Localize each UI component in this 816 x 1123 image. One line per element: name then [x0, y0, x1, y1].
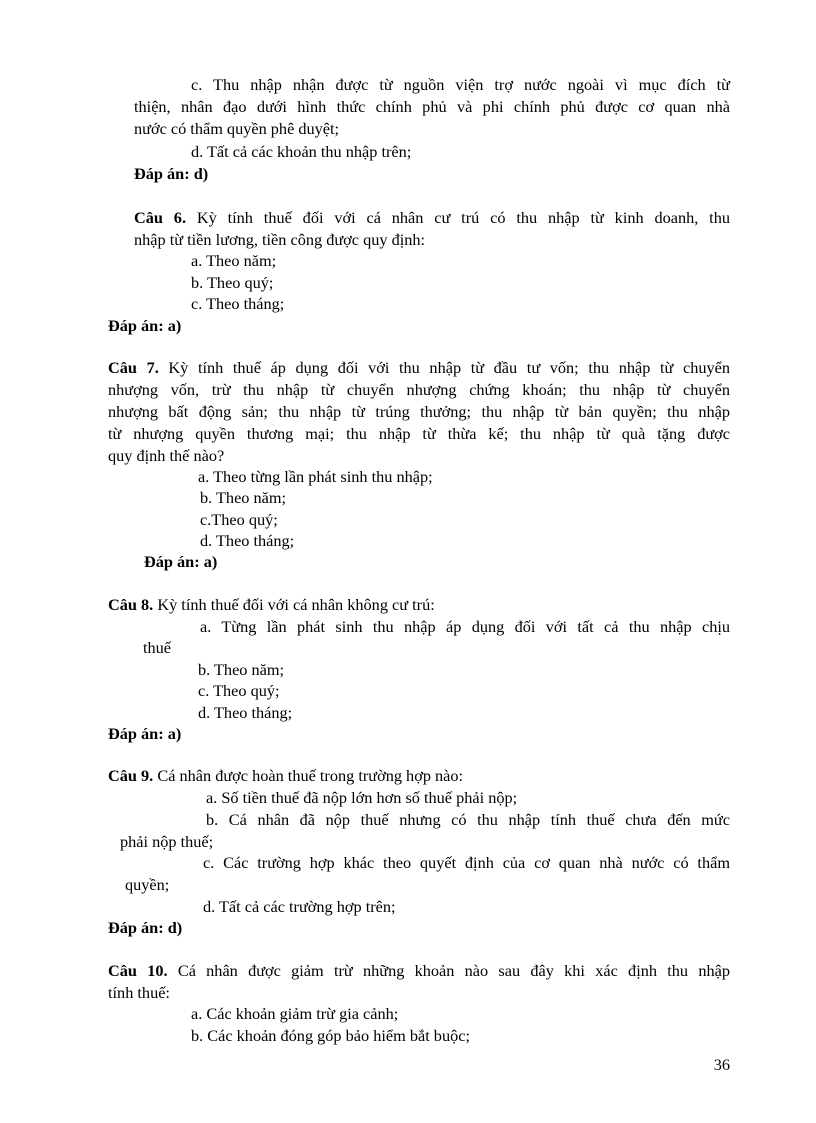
q6-option-a: a. Theo năm;: [191, 251, 277, 270]
q5-option-d: d. Tất cả các khoản thu nhập trên;: [191, 142, 412, 161]
q10-label: Câu 10.: [108, 961, 168, 980]
page-number: 36: [713, 1055, 730, 1074]
q7-option-d: d. Theo tháng;: [200, 531, 295, 550]
q9-answer: Đáp án: d): [108, 918, 183, 937]
q10-option-a: a. Các khoản giảm trừ gia cảnh;: [191, 1004, 399, 1023]
q6-label: Câu 6.: [134, 208, 187, 227]
q7-text-line2: nhượng vốn, trừ thu nhập từ chuyển nhượng chứng khoán; thu nhập từ chuyển: [108, 380, 730, 399]
q7-text-line3: nhượng bất động sản; thu nhập từ trúng thưởng; thu nhập từ bản quyền; thu nhập: [108, 402, 730, 421]
q5-option-c-line3: nước có thẩm quyền phê duyệt;: [134, 119, 340, 138]
q9-option-c-line1: c. Các trường hợp khác theo quyết định của cơ quan nhà nước có thẩm: [203, 853, 730, 872]
q9-option-a: a. Số tiền thuế đã nộp lớn hơn số thuế phải nộp;: [206, 788, 518, 807]
q9-text: Câu 9. Cá nhân được hoàn thuế trong trường hợp nào:: [108, 766, 464, 785]
q9-option-b-line1: b. Cá nhân đã nộp thuế nhưng có thu nhập tính thuế chưa đến mức: [206, 810, 730, 829]
q8-label: Câu 8.: [108, 595, 154, 614]
q7-text-line4: từ nhượng quyền thương mại; thu nhập từ thừa kế; thu nhập từ quà tặng được: [108, 424, 730, 443]
q6-text-line2: nhập từ tiền lương, tiền công được quy định:: [134, 230, 426, 249]
q9-option-c-line2: quyền;: [125, 875, 170, 894]
q8-option-a-line1: a. Từng lần phát sinh thu nhập áp dụng đối với tất cả thu nhập chịu: [200, 617, 730, 636]
q9-option-d: d. Tất cả các trường hợp trên;: [203, 897, 396, 916]
q9-label: Câu 9.: [108, 766, 154, 785]
q7-text-line5: quy định thế nào?: [108, 446, 225, 465]
q7-option-b: b. Theo năm;: [200, 488, 287, 507]
q7-answer: Đáp án: a): [144, 552, 218, 571]
q7-option-a: a. Theo từng lần phát sinh thu nhập;: [198, 467, 433, 486]
q6-option-c: c. Theo tháng;: [191, 294, 285, 313]
q8-option-b: b. Theo năm;: [198, 660, 285, 679]
q8-option-a-line2: thuế: [143, 638, 172, 657]
q10-text-line2: tính thuế:: [108, 983, 170, 1002]
q8-option-c: c. Theo quý;: [198, 681, 280, 700]
q9-option-b-line2: phải nộp thuế;: [120, 832, 214, 851]
q7-option-c: c.Theo quý;: [200, 510, 278, 529]
q10-text-line1: Câu 10. Cá nhân được giảm trừ những khoản nào sau đây khi xác định thu nhập: [108, 961, 730, 980]
q7-text-line1: Câu 7. Kỳ tính thuế áp dụng đối với thu nhập từ đầu tư vốn; thu nhập từ chuyển: [108, 358, 730, 377]
q6-option-b: b. Theo quý;: [191, 273, 274, 292]
q10-option-b: b. Các khoản đóng góp bảo hiểm bắt buộc;: [191, 1026, 470, 1045]
q8-answer: Đáp án: a): [108, 724, 182, 743]
q5-answer: Đáp án: d): [134, 164, 209, 183]
q5-option-c-line2: thiện, nhân đạo dưới hình thức chính phủ và phi chính phủ được cơ quan nhà: [134, 97, 730, 116]
q6-text-line1: Câu 6. Kỳ tính thuế đối với cá nhân cư trú có thu nhập từ kinh doanh, thu: [134, 208, 730, 227]
q7-label: Câu 7.: [108, 358, 159, 377]
q6-answer: Đáp án: a): [108, 316, 182, 335]
q5-option-c-line1: c. Thu nhập nhận được từ nguồn viện trợ nước ngoài vì mục đích từ: [191, 75, 730, 94]
q8-option-d: d. Theo tháng;: [198, 703, 293, 722]
q8-text: Câu 8. Kỳ tính thuế đối với cá nhân không cư trú:: [108, 595, 435, 614]
